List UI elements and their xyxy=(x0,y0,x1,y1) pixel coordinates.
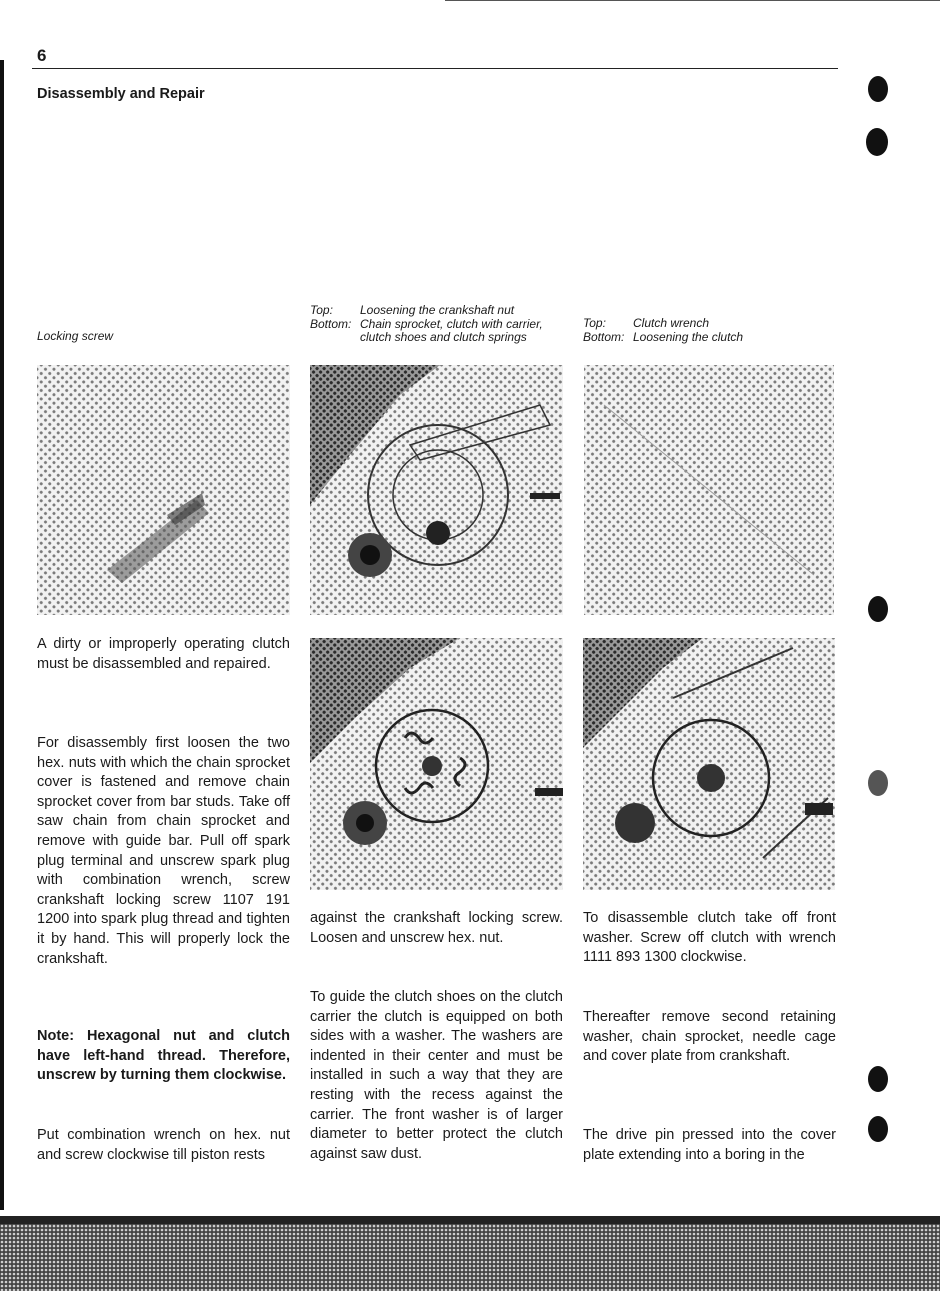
col1-paragraph-1: A dirty or improperly operating clutch must be disassembled and repaired. xyxy=(37,636,290,672)
caption-top-label: Top: xyxy=(583,316,606,330)
col1-note: Note: Hexagonal nut and clutch have left-hand thread. Therefore, unscrew by turning them clockwise. xyxy=(37,1028,290,1084)
caption-bottom-text-2: clutch shoes and clutch springs xyxy=(360,330,527,344)
caption-locking-screw: Locking screw xyxy=(37,329,114,343)
photo-clutch-wrench xyxy=(584,365,834,615)
col3-paragraph-3: The drive pin pressed into the cover plate extending into a boring in the xyxy=(583,1127,836,1163)
caption-col2 xyxy=(310,304,580,345)
photo-loosening-clutch xyxy=(583,638,835,890)
caption-bottom-text: Loosening the clutch xyxy=(633,329,744,344)
caption-bottom-label: Bottom: xyxy=(310,316,352,331)
caption-col3 xyxy=(583,317,843,344)
col3-paragraph-2: Thereafter remove second retaining washer, chain sprocket, needle cage and cover plate from crankshaft. xyxy=(583,1009,836,1065)
caption-top-label: Top: xyxy=(310,303,333,317)
binder-hole xyxy=(868,596,888,622)
binder-hole xyxy=(868,1066,888,1092)
photo-crankshaft-nut xyxy=(310,365,563,615)
photo-clutch-parts xyxy=(310,638,563,890)
binder-hole xyxy=(868,770,888,796)
page-number: 6 xyxy=(37,46,47,65)
top-edge-line xyxy=(445,0,940,1)
photo-locking-screw xyxy=(37,365,290,615)
col1-paragraph-3: Put combination wrench on hex. nut and screw clockwise till piston rests xyxy=(37,1127,290,1163)
binder-hole xyxy=(868,1116,888,1142)
header-rule xyxy=(32,68,838,69)
section-title: Disassembly and Repair xyxy=(37,86,205,102)
col3-paragraph-1: To disassemble clutch take off front washer. Screw off clutch with wrench 1111 893 1300 clockwise. xyxy=(583,910,836,966)
binder-hole xyxy=(866,128,888,156)
binding-edge xyxy=(0,60,4,1210)
caption-bottom-text-1: Chain sprocket, clutch with carrier, xyxy=(360,316,543,331)
binder-hole xyxy=(868,76,888,102)
col2-paragraph-2: To guide the clutch shoes on the clutch carrier the clutch is equipped on both sides with a washer. The washers are indented in their center and must be installed in such a way that they are resting with the recess against the carrier. The front washer is of larger diameter to better protect the clutch against saw dust. xyxy=(310,989,563,1162)
col1-paragraph-2: For disassembly first loosen the two hex. nuts with which the chain sprocket cover is fastened and remove chain sprocket cover from bar studs. Take off saw chain from chain sprocket and remove with guide bar. Pull off spark plug terminal and unscrew spark plug with combination wrench, screw crankshaft locking screw 1107 191 1200 into spark plug thread and tighten it by hand. This will properly lock the crankshaft. xyxy=(37,735,290,967)
caption-top-text: Clutch wrench xyxy=(633,316,710,330)
scan-bottom-bar xyxy=(0,1216,940,1291)
col2-paragraph-1: against the crankshaft locking screw. Loosen and unscrew hex. nut. xyxy=(310,910,563,946)
caption-top-text: Loosening the crankshaft nut xyxy=(360,303,515,317)
caption-bottom-label: Bottom: xyxy=(583,329,625,344)
